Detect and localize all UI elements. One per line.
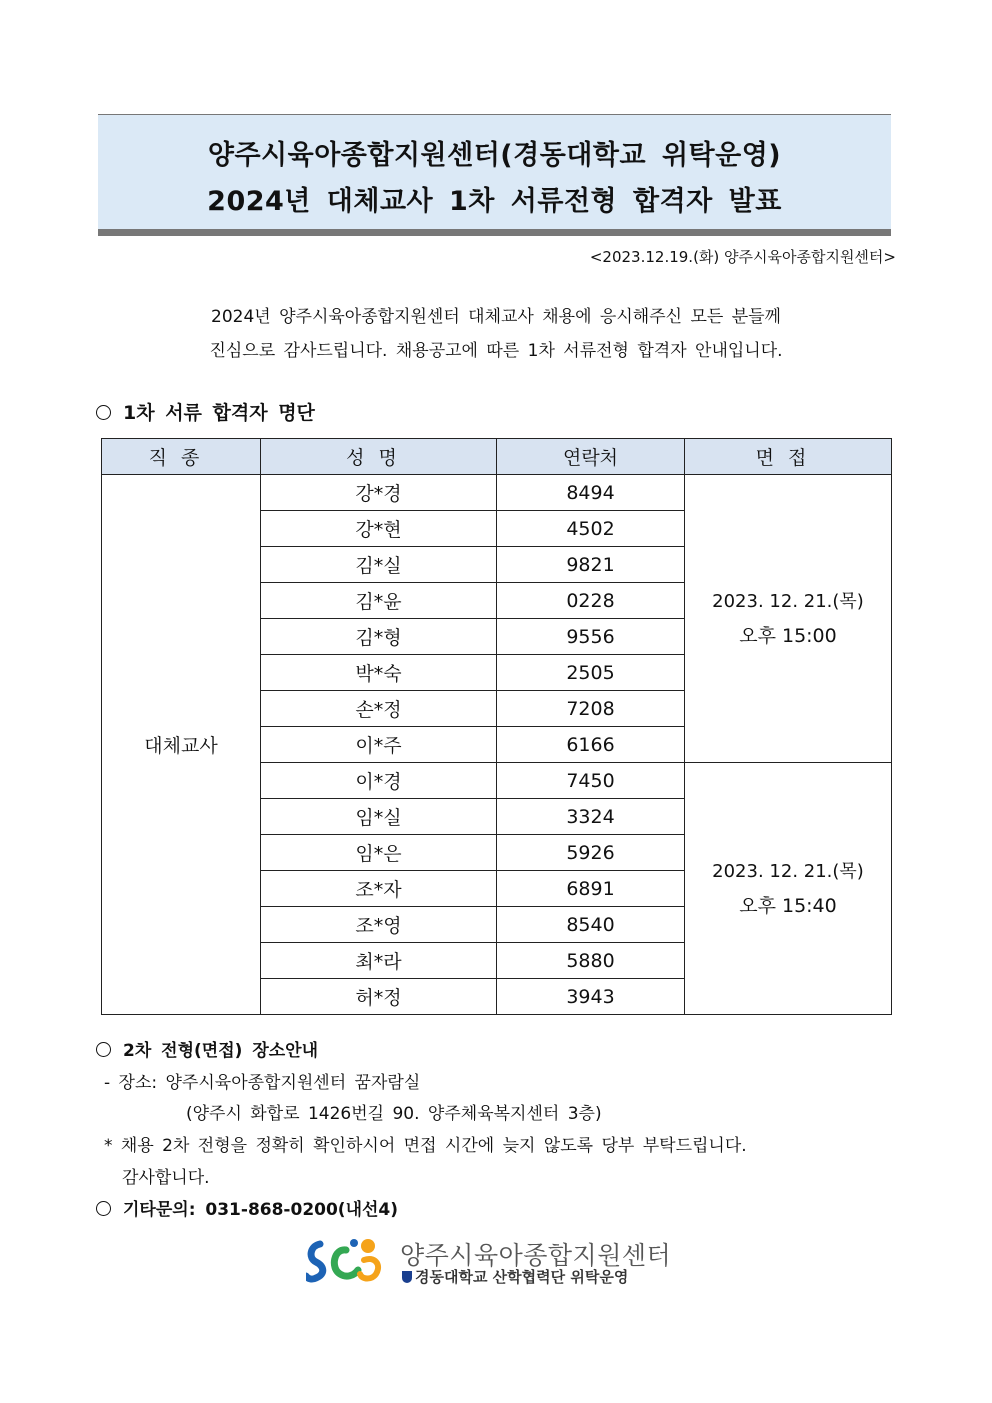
- contact-cell: 8494: [497, 475, 685, 511]
- name-cell: 김*형: [261, 619, 497, 655]
- table-row: [102, 475, 892, 511]
- circle-bullet-icon: [96, 1042, 111, 1057]
- section-heading-place: [96, 1036, 318, 1061]
- contact-cell: 5880: [497, 943, 685, 979]
- name-cell: 박*숙: [261, 655, 497, 691]
- header-job: 직종: [102, 439, 261, 475]
- name-cell: 김*윤: [261, 583, 497, 619]
- name-cell: 이*주: [261, 727, 497, 763]
- circle-bullet-icon: [96, 1201, 111, 1216]
- center-logo: [306, 1234, 696, 1286]
- logo-sub-text: 경동대학교 산학협력단 위탁운영: [415, 1268, 629, 1286]
- table-header-row: [102, 439, 892, 475]
- contact-cell: 3324: [497, 799, 685, 835]
- interview-date: 2023. 12. 21.(목): [712, 860, 864, 882]
- page-subtitle: 2024년 대체교사 1차 서류전형 합격자 발표: [207, 186, 782, 217]
- contact-cell: 7450: [497, 763, 685, 799]
- contact-cell: 3943: [497, 979, 685, 1015]
- interview-time: 오후 15:40: [739, 894, 837, 917]
- contact-cell: 4502: [497, 511, 685, 547]
- table-body: [102, 475, 892, 1015]
- section-heading-text: 1차 서류 합격자 명단: [123, 402, 315, 424]
- name-cell: 조*영: [261, 907, 497, 943]
- address-note: (양주시 화합로 1426번길 90. 양주체육복지센터 3층): [186, 1104, 602, 1124]
- place-note: - 장소: 양주시육아종합지원센터 꿈자람실: [104, 1073, 421, 1093]
- name-cell: 임*실: [261, 799, 497, 835]
- name-cell: 이*경: [261, 763, 497, 799]
- request-note: * 채용 2차 전형을 정확히 확인하시어 면접 시간에 늦지 않도록 당부 부탁드립니다.: [104, 1136, 747, 1156]
- interview-time: 오후 15:00: [739, 624, 837, 647]
- contact-cell: 0228: [497, 583, 685, 619]
- shield-icon: [402, 1271, 412, 1283]
- contact-cell: 6891: [497, 871, 685, 907]
- page-title: 양주시육아종합지원센터(경동대학교 위탁운영): [207, 140, 782, 171]
- name-cell: 조*자: [261, 871, 497, 907]
- contact-cell: 9556: [497, 619, 685, 655]
- header-contact: 연락처: [497, 439, 685, 475]
- name-cell: 허*정: [261, 979, 497, 1015]
- interview-cell: [685, 763, 892, 1015]
- name-cell: 강*경: [261, 475, 497, 511]
- section-heading-list: [96, 398, 315, 425]
- circle-bullet-icon: [96, 405, 111, 420]
- contact-text: 기타문의: 031-868-0200(내선4): [123, 1200, 399, 1220]
- contact-cell: 8540: [497, 907, 685, 943]
- section-heading-contact: [96, 1195, 398, 1220]
- job-cell: 대체교사: [102, 475, 261, 1015]
- contact-cell: 2505: [497, 655, 685, 691]
- logo-sub: [402, 1266, 628, 1287]
- contact-cell: 6166: [497, 727, 685, 763]
- header-name: 성명: [261, 439, 497, 475]
- contact-cell: 7208: [497, 691, 685, 727]
- applicant-table: [101, 438, 892, 1015]
- contact-cell: 9821: [497, 547, 685, 583]
- intro-line-2: 진심으로 감사드립니다. 채용공고에 따른 1차 서류전형 합격자 안내입니다.: [209, 341, 783, 361]
- name-cell: 강*현: [261, 511, 497, 547]
- name-cell: 김*실: [261, 547, 497, 583]
- title-box: [98, 114, 891, 236]
- name-cell: 임*은: [261, 835, 497, 871]
- contact-cell: 5926: [497, 835, 685, 871]
- intro-line-1: 2024년 양주시육아종합지원센터 대체교사 채용에 응시해주신 모든 분들께: [211, 307, 781, 327]
- section-heading-text: 2차 전형(면접) 장소안내: [123, 1041, 319, 1061]
- center-logo-icon: [306, 1234, 396, 1286]
- title-underline: [98, 229, 891, 236]
- date-line: <2023.12.19.(화) 양주시육아종합지원센터>: [589, 248, 896, 266]
- interview-date: 2023. 12. 21.(목): [712, 590, 864, 612]
- thanks-note: 감사합니다.: [122, 1168, 210, 1188]
- header-interview: 면접: [685, 439, 892, 475]
- interview-cell: [685, 475, 892, 763]
- name-cell: 최*라: [261, 943, 497, 979]
- name-cell: 손*정: [261, 691, 497, 727]
- logo-name: 양주시육아종합지원센터: [400, 1241, 672, 1270]
